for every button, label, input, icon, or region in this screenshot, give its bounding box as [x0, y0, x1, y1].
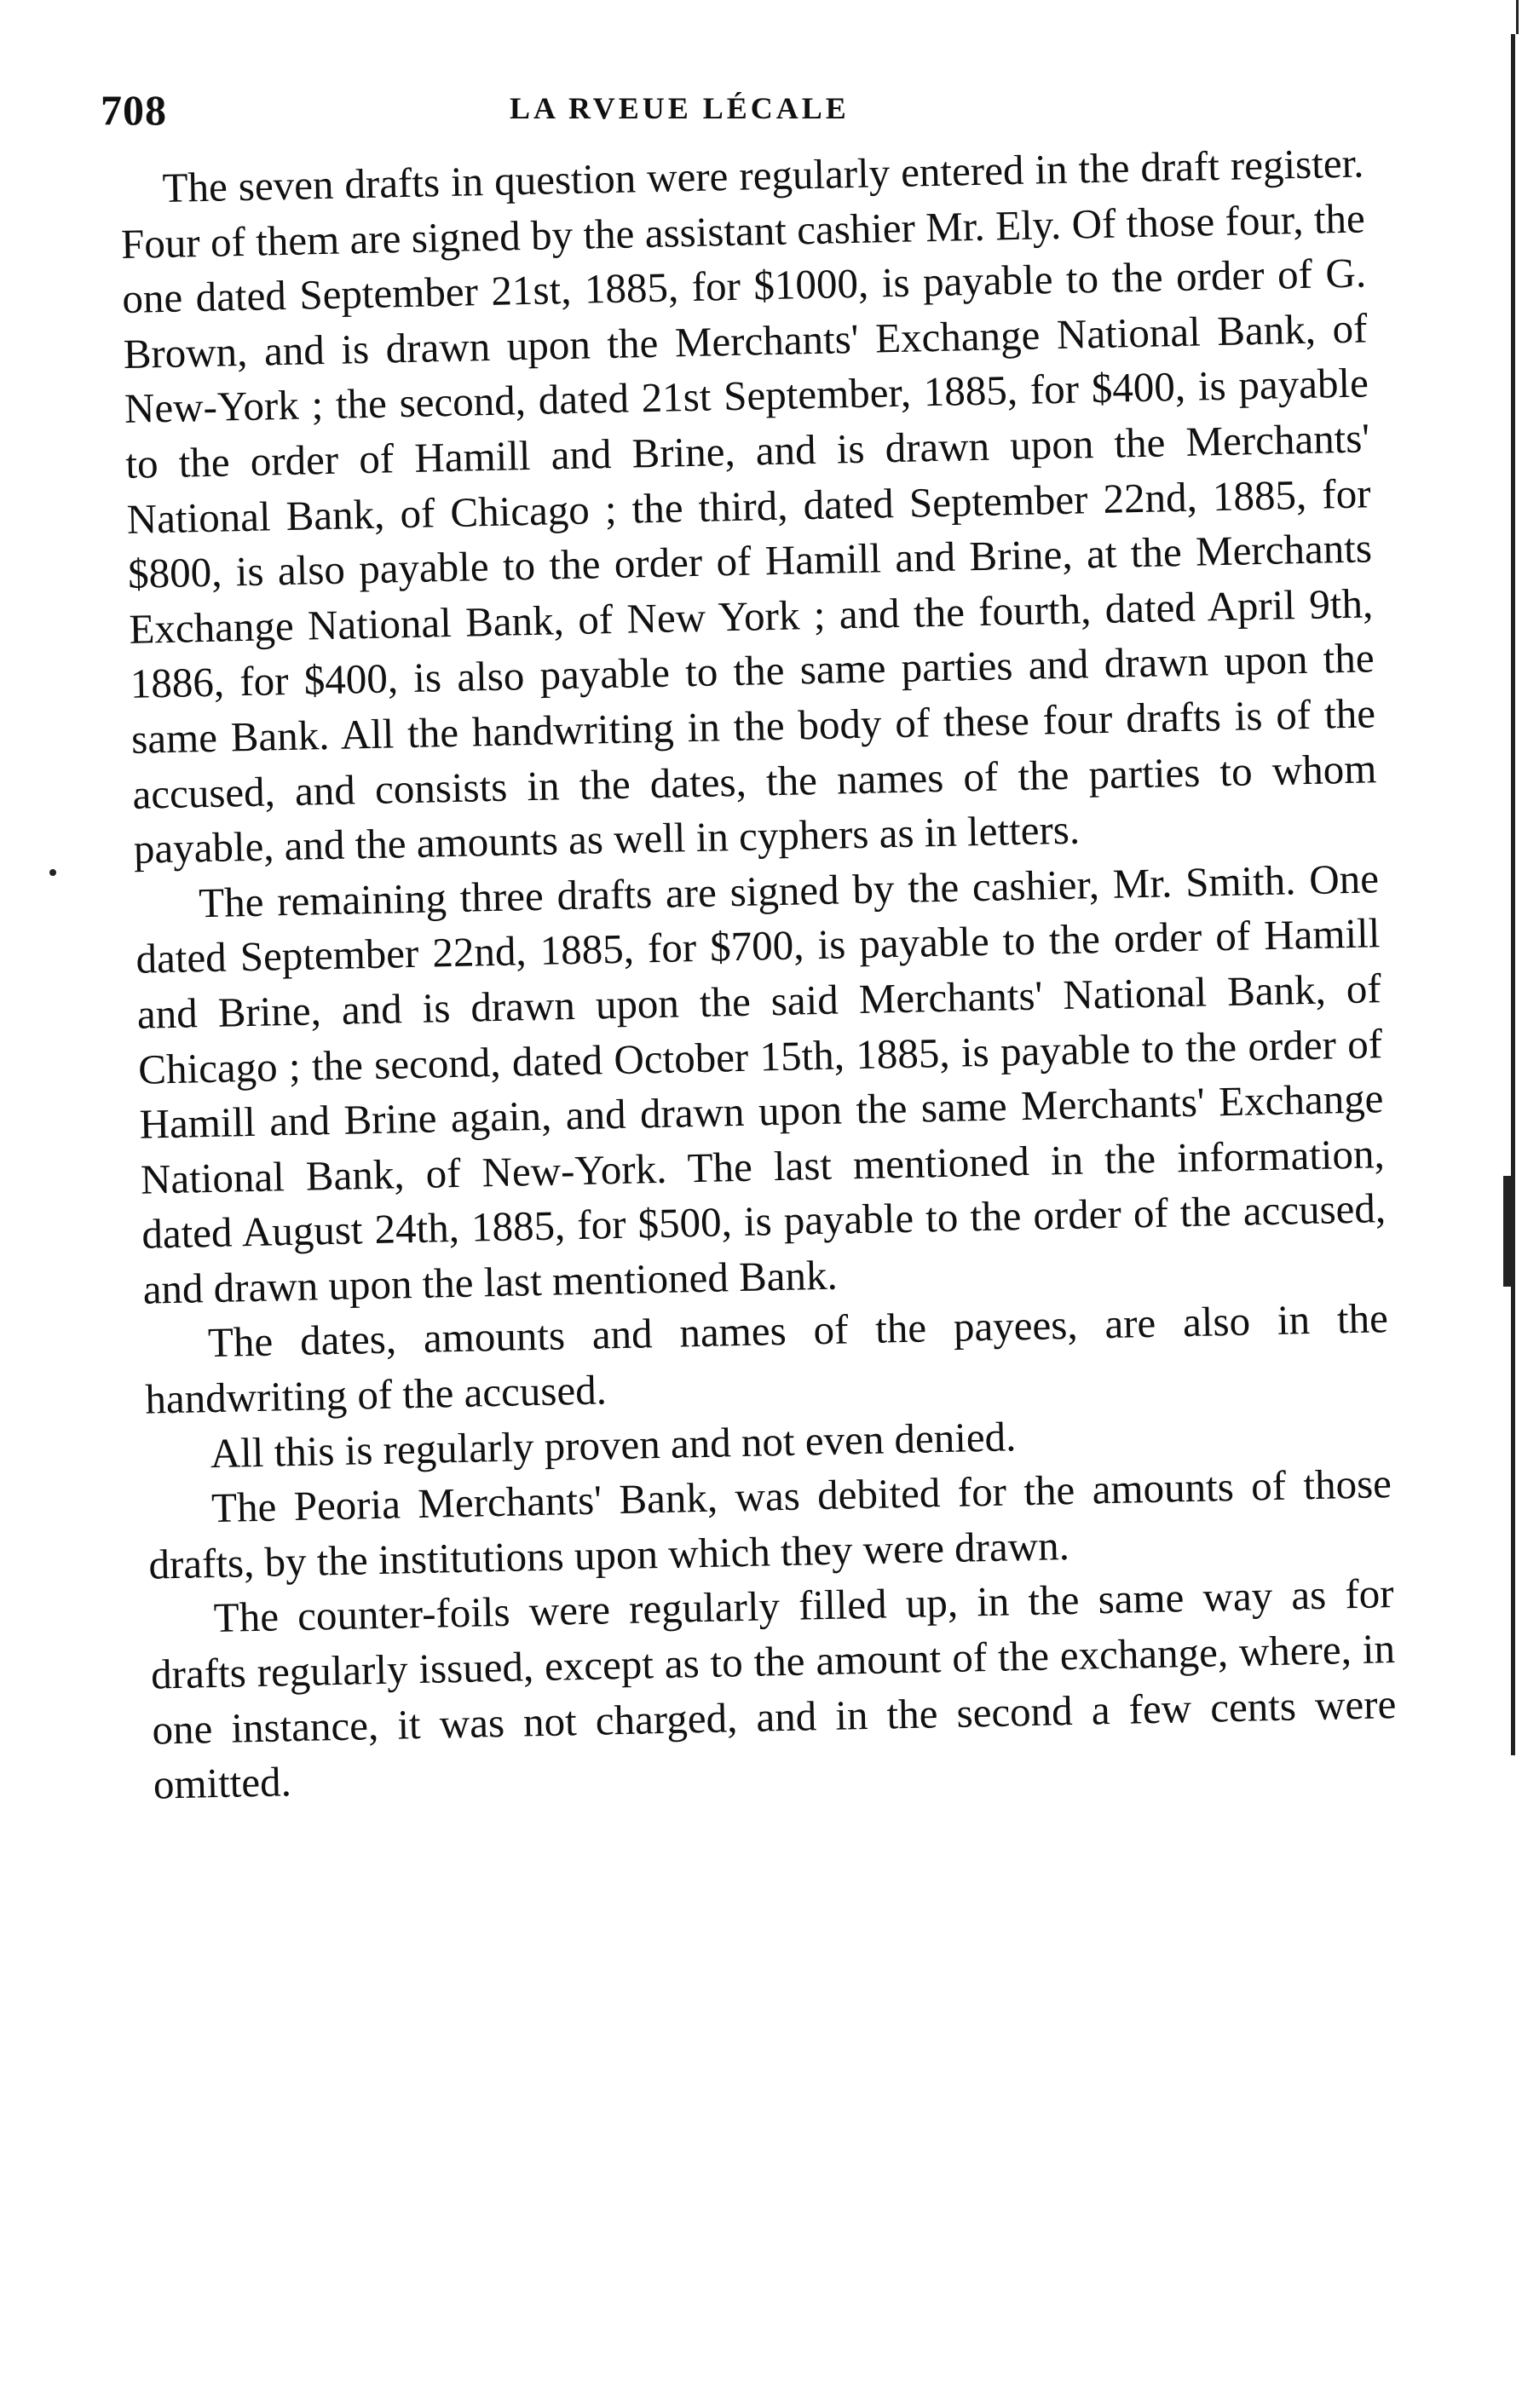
- page-edge-shadow-top: [1516, 0, 1519, 34]
- paragraph-drafts-smith: The remaining three drafts are signed by the cashier, Mr. Smith. One dated September 22nd, 1885, for $700, is payable to the order of Hamill and Brine, and is drawn upon the said Merchants' National Bank, of Chicago ; the second, dated October 15th, 1885, is payable to the order of Hamill and Brine again, and drawn upon the same Merchants' Exchange National Bank, of New-York. The last mentioned in the information, dated August 24th, 1885, for $500, is payable to the order of the accused, and drawn upon the last mentioned Bank.: [135, 854, 1387, 1313]
- body-text: [119, 135, 1398, 1812]
- page-number: 708: [101, 86, 167, 134]
- paragraph-payees-handwriting: The dates, amounts and names of the payees, are also in the handwriting of the accused.: [144, 1294, 1389, 1423]
- paragraph-drafts-ely: The seven drafts in question were regularly entered in the draft register. Four of them are signed by the assistant cashier Mr. Ely. Of those four, the one dated September 21st, 1885, for $1000, is payable to the order of G. Brown, and is drawn upon the Merchants' Exchange National Bank, of New-York ; the second, dated 21st September, 1885, for $400, is payable to the order of Hamill and Brine, and is drawn upon the Merchants' National Bank, of Chicago ; the third, dated September 22nd, 1885, for $800, is also payable to the order of Hamill and Brine, at the Merchants Exchange National Bank, of New York ; and the fourth, dated April 9th, 1886, for $400, is also payable to the same parties and drawn upon the same Bank. All the handwriting in the body of these four drafts is of the accused, and consists in the dates, the names of the parties to whom payable, and the amounts as well in cyphers as in letters.: [120, 139, 1377, 873]
- paragraph-peoria-debited: The Peoria Merchants' Bank, was debited for the amounts of those drafts, by the institutions upon which they were drawn.: [147, 1460, 1392, 1588]
- running-head: LA RVEUE LÉCALE: [510, 91, 850, 125]
- scan-speck: [49, 869, 56, 876]
- page-edge-shadow-thick: [1503, 1176, 1513, 1287]
- page-header: [101, 85, 1362, 145]
- paragraph-proven: All this is regularly proven and not even denied.: [210, 1412, 1017, 1477]
- paragraph-counter-foils: The counter-foils were regularly filled up, in the same way as for drafts regularly issued, except as to the amount of the exchange, where, in one instance, it was not charged, and in the second a few cents were omitted.: [150, 1570, 1397, 1808]
- page-edge-shadow: [1511, 34, 1515, 1755]
